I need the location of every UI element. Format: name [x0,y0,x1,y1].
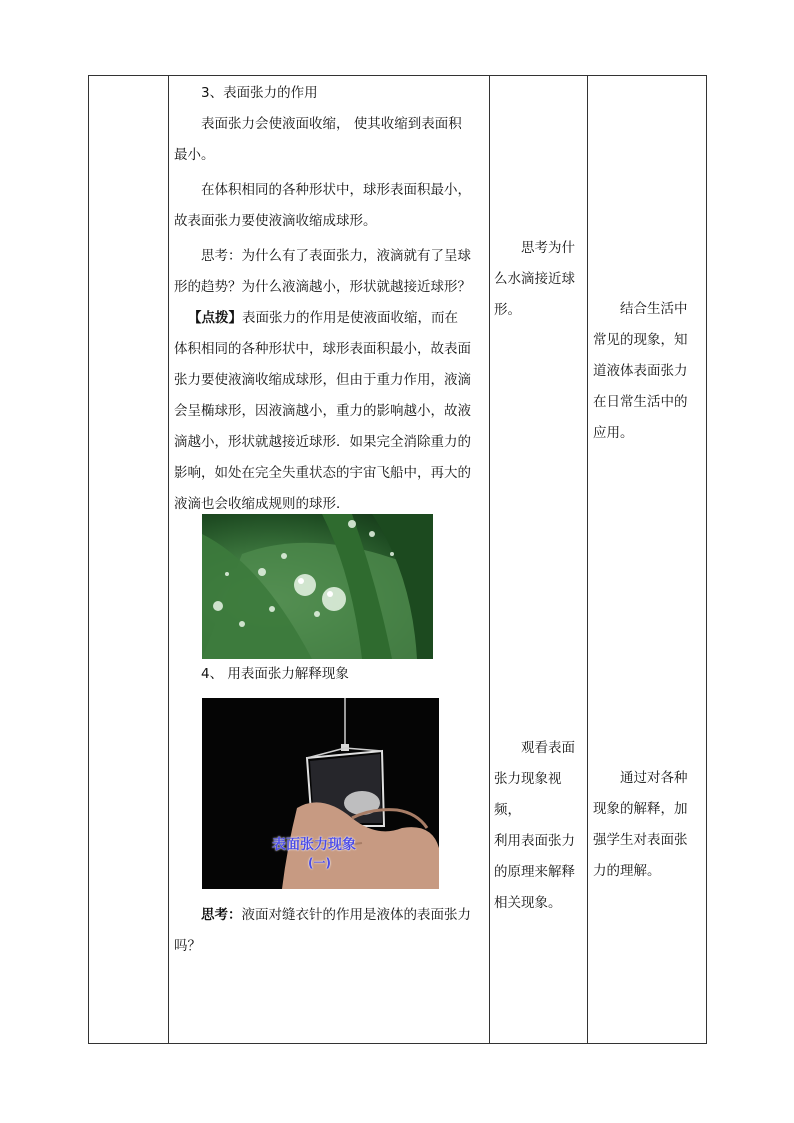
think-text: 液面对缝衣针的作用是液体的表面张力 [241,907,471,923]
student-activity-b [494,733,586,919]
design-intent-b [593,763,703,887]
paragraph-line: 会呈椭球形，因液滴越小，重力的影响越小，故液 [174,403,471,419]
surface-tension-video-still [202,698,439,889]
leaf-drawing [202,514,433,659]
hint-text: 表面张力的作用是使液面收缩，而在 [242,310,458,326]
think-line [174,900,484,931]
student-activity-a [494,233,584,326]
intent-line: 常见的现象，知 [593,332,688,348]
video-caption-sub: (一) [308,856,331,870]
paragraph-line: 张力要使液滴收缩成球形，但由于重力作用，液滴 [174,372,471,388]
paragraph-line: 影响，如处在完全失重状态的宇宙飞船中，再大的 [174,465,471,481]
intent-line: 结合生活中 [620,301,688,317]
design-intent-a [593,294,703,449]
paragraph-line: 故表面张力要使液滴收缩成球形。 [174,213,377,229]
column-divider-1 [168,76,169,1043]
activity-line: 观看表面 [521,740,575,756]
activity-line: 利用表面张力 [494,833,575,849]
activity-line: 张力现象视频， [494,771,562,818]
think-block [174,900,484,962]
paragraph-line: 滴越小，形状就越接近球形．如果完全消除重力的 [174,434,471,450]
paragraph-line: 最小。 [174,147,215,163]
intent-line: 力的理解。 [593,863,661,879]
intent-line: 在日常生活中的 [593,394,688,410]
paragraph-line: 表面张力会使液面收缩， 使其收缩到表面积 [201,116,462,132]
paragraph-line: 体积相同的各种形状中，球形表面积最小，故表面 [174,341,471,357]
section-4-block [174,660,484,688]
activity-line: 么水滴接近球 [494,271,575,287]
intent-line: 强学生对表面张 [593,832,688,848]
water-droplets-photo [202,514,433,659]
paragraph-line: 在体积相同的各种形状中，球形表面积最小， [201,182,471,198]
intent-line: 现象的解释，加 [593,801,688,817]
section-heading-4: 4、 用表面张力解释现象 [201,666,349,682]
paragraph-line: 形的趋势？为什么液滴越小，形状就越接近球形？ [174,279,471,295]
video-caption: 表面张力现象 [272,837,356,853]
activity-line: 的原理来解释 [494,864,575,880]
hint-line [174,303,484,334]
content-column [174,78,484,520]
column-divider-2 [489,76,490,1043]
paragraph-line: 思考：为什么有了表面张力，液滴就有了呈球 [201,248,471,264]
intent-line: 道液体表面张力 [593,363,688,379]
think-line: 吗？ [174,938,201,954]
intent-line: 应用。 [593,425,634,441]
activity-line: 思考为什 [521,240,575,256]
paragraph-line: 液滴也会收缩成规则的球形． [174,496,350,512]
activity-line: 相关现象。 [494,895,562,911]
think-tag: 思考： [201,907,242,923]
activity-line: 形。 [494,302,521,318]
intent-line: 通过对各种 [620,770,688,786]
column-divider-3 [587,76,588,1043]
hint-tag: 【点拨】 [188,310,242,326]
section-heading-3: 3、表面张力的作用 [201,85,318,101]
